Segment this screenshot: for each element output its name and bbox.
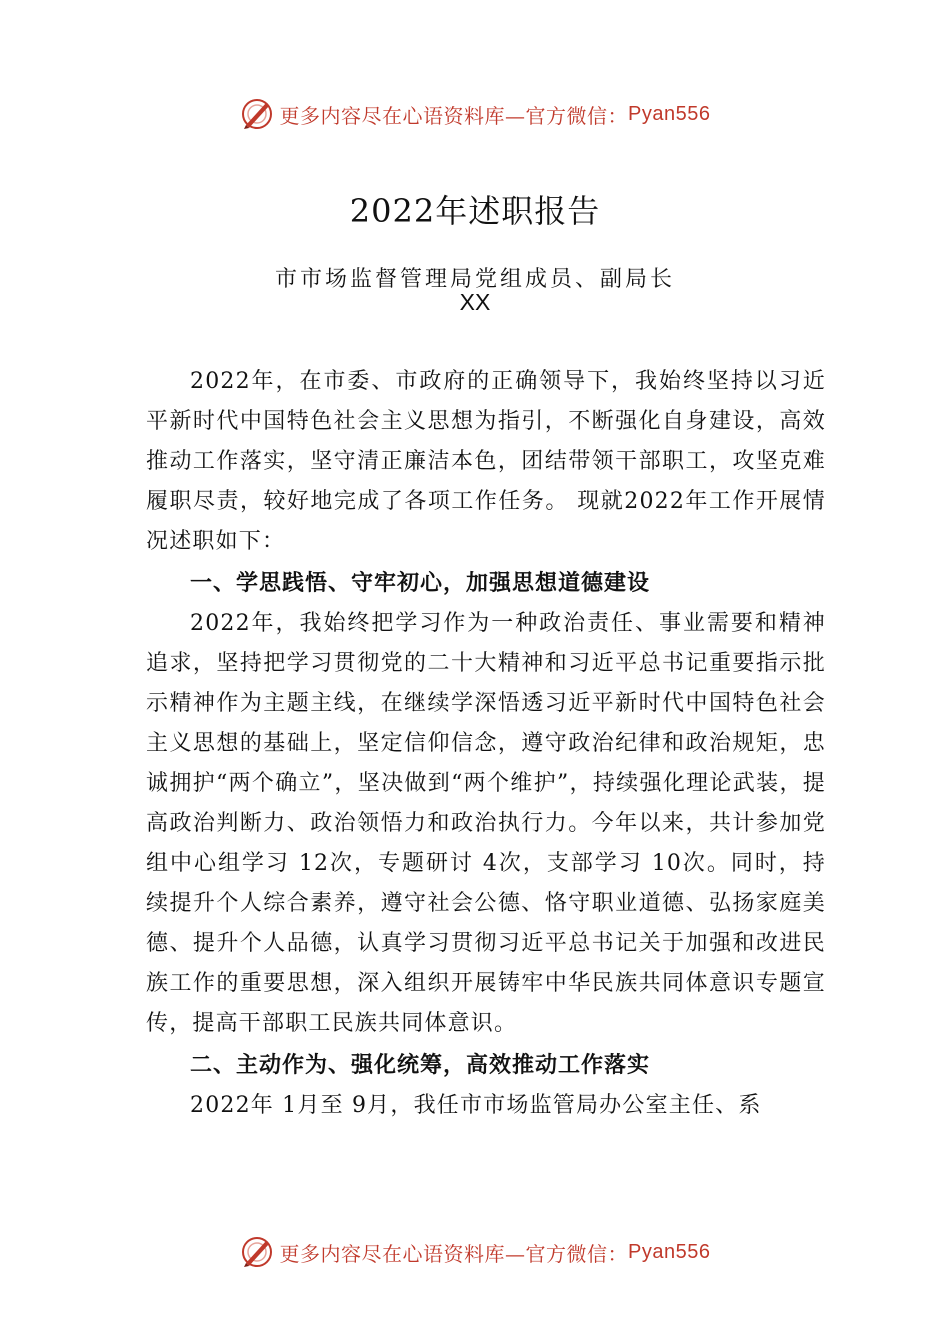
document-body bbox=[146, 362, 826, 1126]
pen-logo-icon bbox=[240, 97, 274, 131]
author-name: XX bbox=[459, 289, 491, 315]
watermark-wechat-id: Pyan556 bbox=[628, 1240, 711, 1263]
watermark-header bbox=[0, 94, 950, 134]
watermark-text: 更多内容尽在心语资料库—官方微信： bbox=[279, 103, 629, 128]
section-2-paragraph: 2022年 1月至 9月，我任市市场监管局办公室主任、系 bbox=[190, 1093, 762, 1118]
author-role: 市市场监督管理局党组成员、副局长 bbox=[274, 267, 675, 292]
document-title: 2022年述职报告 bbox=[349, 192, 601, 230]
section-2-heading: 二、主动作为、强化统筹，高效推动工作落实 bbox=[190, 1053, 651, 1078]
section-1-paragraph: 2022年，我始终把学习作为一种政治责任、事业需要和精神追求，坚持把学习贯彻党的二十大精神和习近平总书记重要指示批示精神作为主题主线，在继续学深悟透习近平新时代中国特色社会主义思想的基础上，坚定信仰信念，遵守政治纪律和政治规矩，忠诚拥护“两个确立”，坚决做到“两个维护”，持续强化理论武装，提高政治判断力、政治领悟力和政治执行力。今年以来，共计参加党组中心组学习 12次，专题研讨 4次，支部学习 10次。同时，持续提升个人综合素养，遵守社会公德、恪守职业道德、弘扬家庭美德、提升个人品德，认真学习贯彻习近平总书记关于加强和改进民族工作的重要思想，深入组织开展铸牢中华民族共同体意识专题宣传，提高干部职工民族共同体意识。 bbox=[146, 611, 826, 1036]
pen-logo-icon bbox=[240, 1235, 274, 1269]
section-1-heading: 一、学思践悟、守牢初心，加强思想道德建设 bbox=[190, 571, 651, 596]
watermark-wechat-id: Pyan556 bbox=[628, 102, 711, 125]
intro-paragraph: 2022年，在市委、市政府的正确领导下，我始终坚持以习近平新时代中国特色社会主义思想为指引，不断强化自身建设，高效推动工作落实，坚守清正廉洁本色，团结带领干部职工，攻坚克难履职尽责，较好地完成了各项工作任务。 现就2022年工作开展情况述职如下： bbox=[146, 369, 826, 554]
watermark-footer bbox=[0, 1232, 950, 1272]
watermark-text: 更多内容尽在心语资料库—官方微信： bbox=[279, 1241, 629, 1266]
